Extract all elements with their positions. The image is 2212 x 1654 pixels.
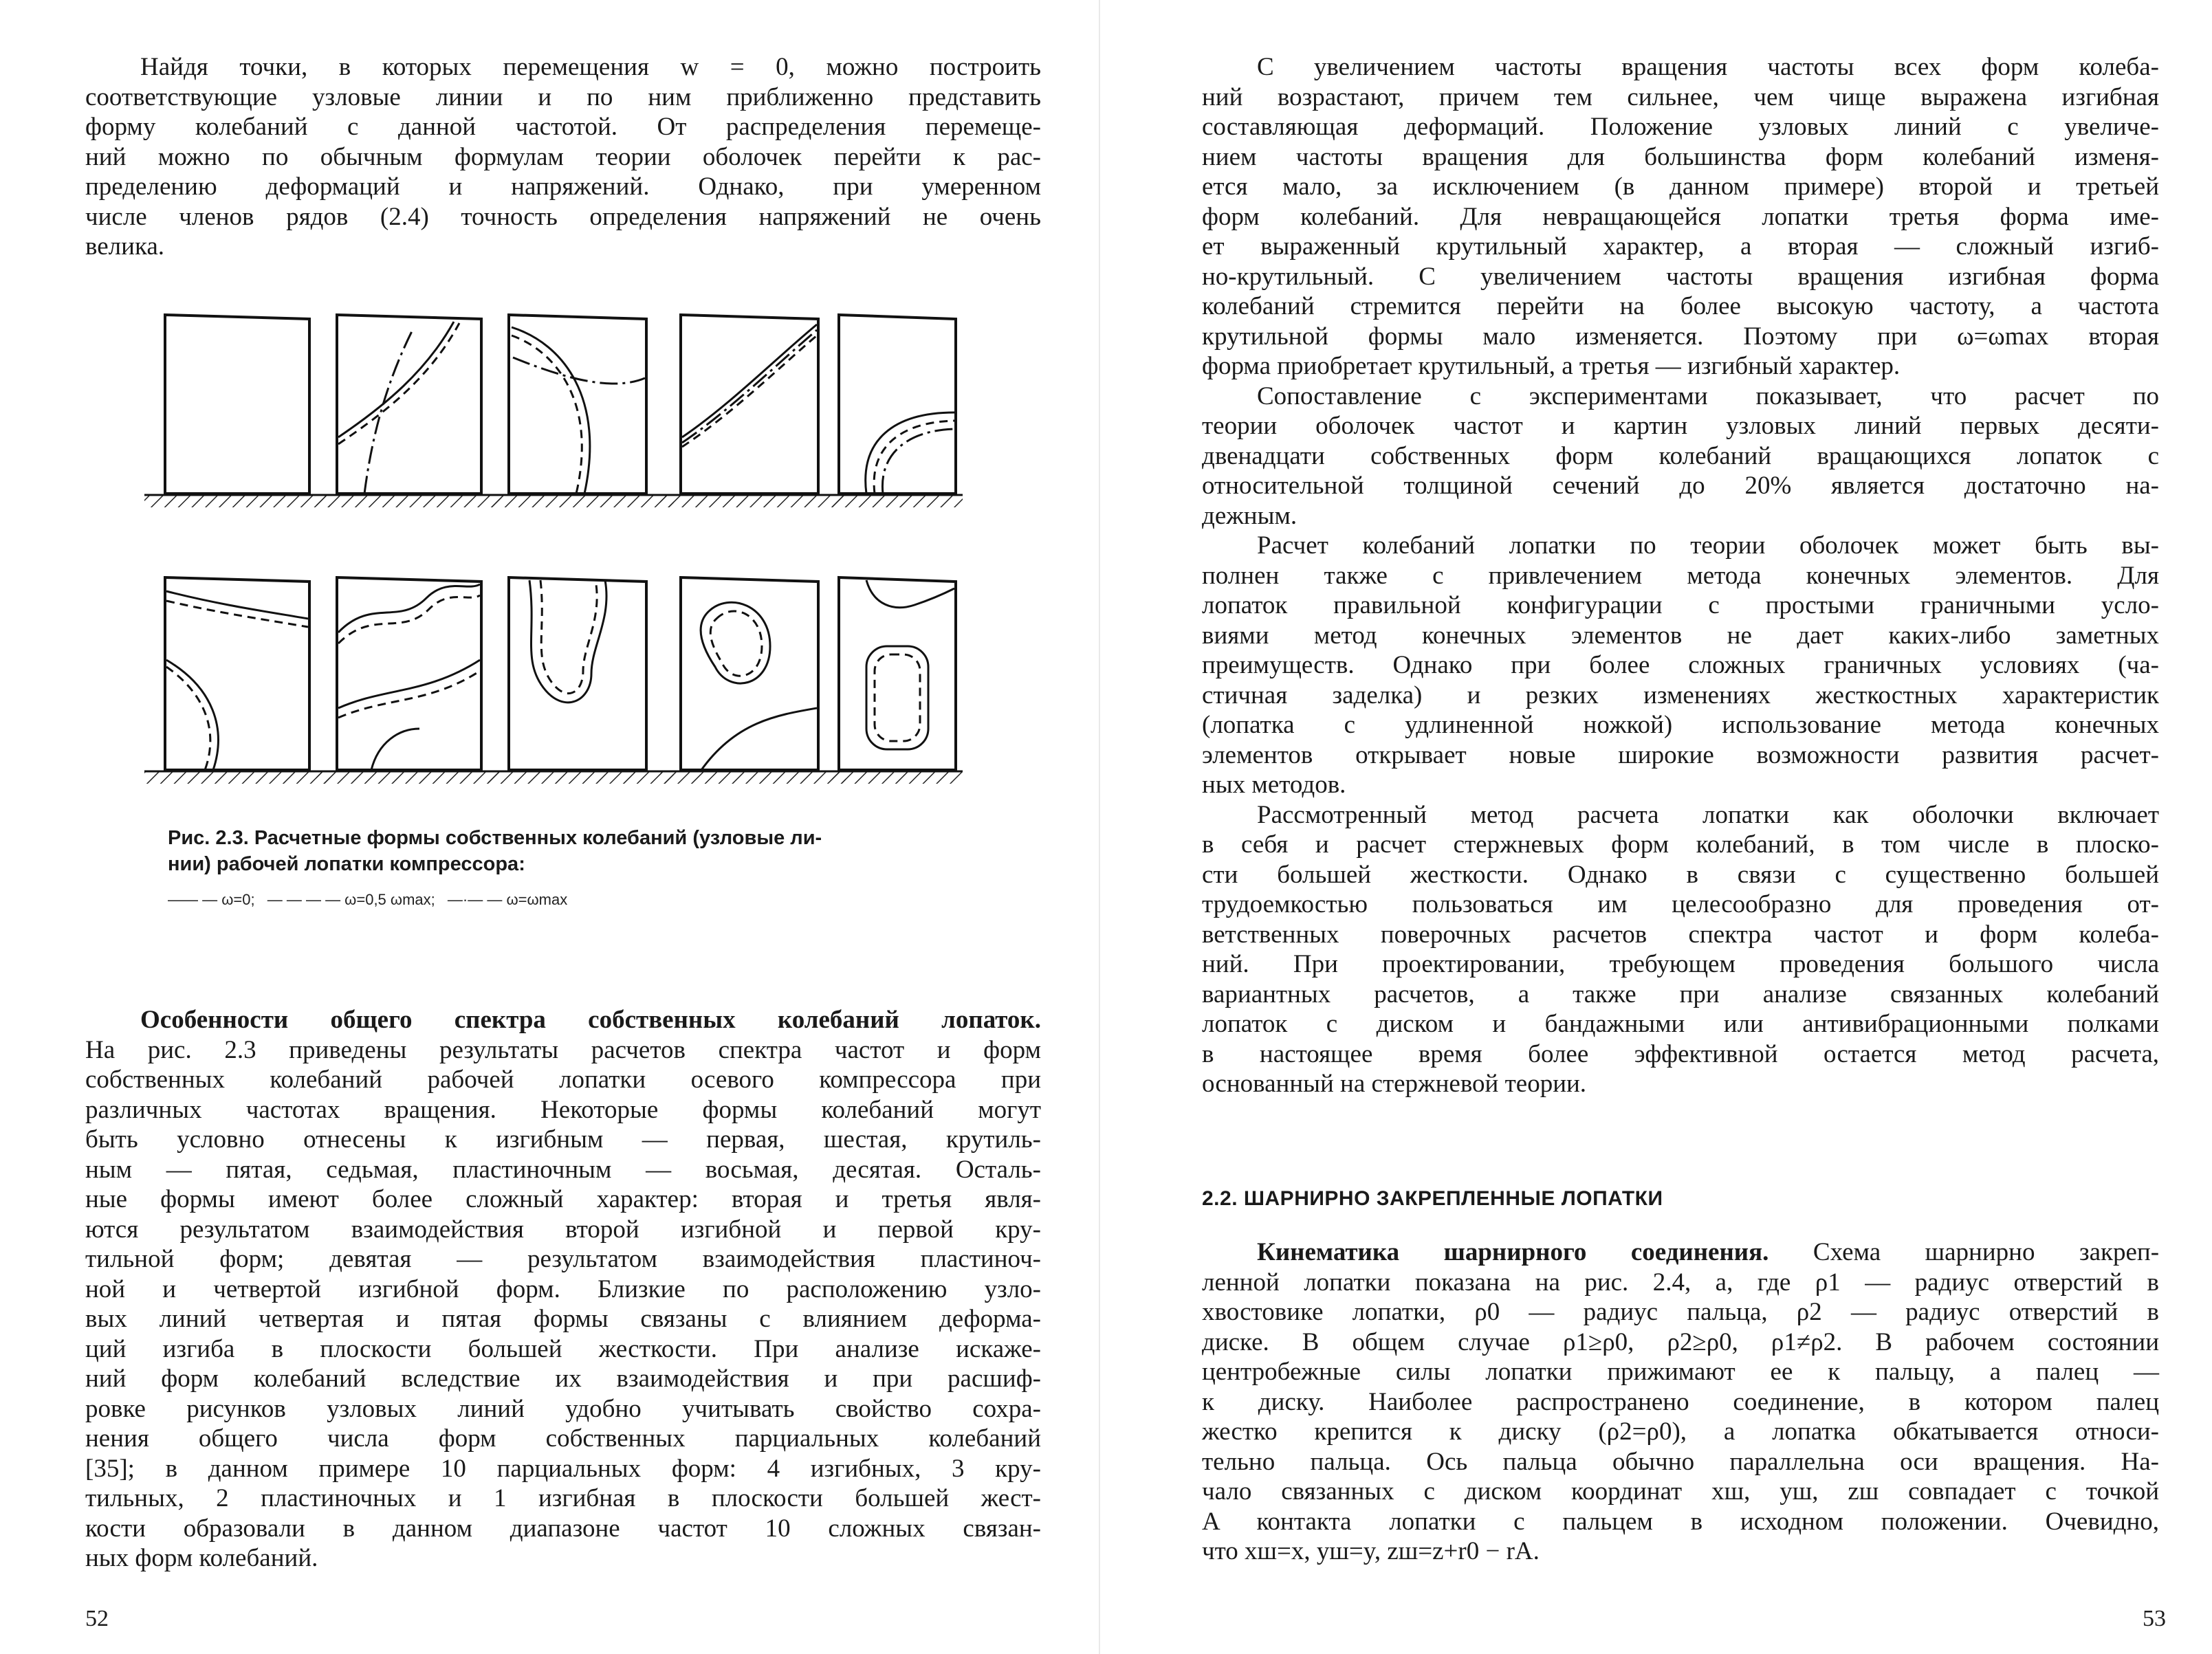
blade-mode-6 — [144, 577, 330, 784]
blade-mode-8 — [488, 577, 674, 784]
text-line: двенадцати собственных форм колебаний вращающихся лопаток с — [1202, 441, 2159, 470]
text-line: ных методов. — [1202, 771, 1346, 799]
text-line: элементов открывает новые широкие возможности развития расчет- — [1202, 740, 2159, 769]
kinematics-section — [1202, 1237, 2159, 1567]
figure-legend — [168, 891, 576, 909]
text-line: тильных, 2 пластиночных и 1 изгибная в плоскости большей жест- — [85, 1484, 1041, 1512]
text-line: нения общего числа форм собственных парциальных колебаний — [85, 1424, 1041, 1453]
text-line: центробежные силы лопатки прижимают ее к пальцу, а палец — — [1202, 1358, 2159, 1386]
legend-entry: —·— — ω=ωmax — [447, 891, 568, 908]
caption-line: Рис. 2.3. Расчетные формы собственных колебаний (узловые ли- — [168, 827, 822, 849]
text-line: вых линий четвертая и пятая формы связаны с влиянием деформа- — [85, 1305, 1041, 1333]
text-line: (лопатка с удлиненной ножкой) использование метода конечных — [1202, 711, 2159, 739]
text-line: С увеличением частоты вращения частоты всех форм колеба- — [1257, 53, 2159, 81]
intro-paragraph — [85, 52, 1041, 262]
text-line: основанный на стержневой теории. — [1202, 1070, 1587, 1098]
text-line: в себя и расчет стержневых форм колебаний, в том числе в плоско- — [1202, 830, 2159, 859]
text-line: ные формы имеют более сложный характер: вторая и третья явля- — [85, 1185, 1041, 1213]
text-line: нием частоты вращения для большинства форм колебаний изменя- — [1202, 142, 2159, 171]
text-line: На рис. 2.3 приведены результаты расчетов спектра частот и форм — [85, 1035, 1041, 1064]
text-line: колебаний стремится перейти на более высокую частоту, а частота — [1202, 292, 2159, 320]
blade-mode-3 — [488, 315, 674, 507]
text-line: тильной форм; девятая — результатом взаимодействия пластиноч- — [85, 1245, 1041, 1273]
page-number: 53 — [2143, 1606, 2166, 1631]
text-line: ний можно по обычным формулам теории оболочек перейти к рас- — [85, 142, 1041, 171]
blade-mode-10 — [832, 577, 963, 784]
text-line: лопаток правильной конфигурации с простыми граничными усло- — [1202, 591, 2159, 619]
text-line: ций изгиба в плоскости большей жесткости. При анализе искаже- — [85, 1334, 1041, 1363]
legend-entry: — — — — ω=0,5 ωmax; — [267, 891, 435, 908]
blade-mode-1 — [144, 315, 330, 507]
right-page — [1100, 0, 2212, 1654]
text-line: преимуществ. Однако при более сложных граничных условиях (ча- — [1202, 651, 2159, 679]
text-line: собственных колебаний рабочей лопатки осевого компрессора при — [85, 1066, 1041, 1094]
blade-mode-7 — [316, 577, 502, 784]
text-line: велика. — [85, 232, 165, 261]
subsection-heading: Кинематика шарнирного соединения. — [1257, 1238, 1769, 1266]
text-line: относительной толщиной сечений до 20% является достаточно на- — [1202, 472, 2159, 500]
text-line: Расчет колебаний лопатки по теории оболочек может быть вы- — [1257, 531, 2159, 560]
text-line: числе членов рядов (2.4) точность определения напряжений не очень — [85, 202, 1041, 231]
text-line: A контакта лопатки с пальцем в исходном положении. Очевидно, — [1202, 1507, 2159, 1536]
text-line: крутильной формы мало изменяется. Поэтому при ω=ωmax вторая — [1202, 322, 2159, 351]
text-line: форма приобретает крутильный, а третья — изгибный характер. — [1202, 352, 1901, 380]
text-fragment: Схема шарнирно закреп- — [1813, 1238, 2160, 1266]
section-heading: Особенности общего спектра собственных колебаний лопаток. — [140, 1006, 1041, 1034]
text-line: трудоемкостью пользоваться им целесообразно для проведения от- — [1202, 890, 2159, 918]
text-line: форму колебаний с данной частотой. От распределения перемеще- — [85, 113, 1041, 141]
text-line: форм колебаний. Для невращающейся лопатки третья форма име- — [1202, 202, 2159, 231]
figure-nodal-lines — [138, 302, 963, 797]
text-line: Рассмотренный метод расчета лопатки как оболочки включает — [1257, 800, 2159, 829]
blade-mode-5 — [832, 315, 963, 507]
left-page — [0, 0, 1100, 1654]
text-line: ных форм колебаний. — [85, 1544, 318, 1572]
text-line: Сопоставление с экспериментами показывает, что расчет по — [1257, 382, 2159, 410]
text-line: жестко крепится к диску (ρ2=ρ0), а лопатка обкатывается относи- — [1202, 1418, 2159, 1446]
text-line: ровке рисунков узловых линий удобно учитывать свойство сохра- — [85, 1394, 1041, 1423]
text-line: различных частотах вращения. Некоторые формы колебаний могут — [85, 1095, 1041, 1124]
spectrum-section — [85, 1005, 1041, 1574]
blade-mode-2 — [316, 315, 502, 507]
text-line: лопаток с диском и бандажными или антивибрационными полками — [1202, 1010, 2159, 1038]
text-line: теории оболочек частот и картин узловых линий первых десяти- — [1202, 412, 2159, 440]
text-line: стичная заделка) и резких изменениях жесткостных характеристик — [1202, 681, 2159, 709]
text-line: но-крутильный. С увеличением частоты вращения изгибная форма — [1202, 262, 2159, 291]
text-line: хвостовике лопатки, ρ0 — радиус пальца, ρ2 — радиус отверстий в — [1202, 1298, 2159, 1326]
text-line: сти большей жесткости. Однако в связи с существенно большей — [1202, 860, 2159, 889]
text-line: виями метод конечных элементов не дает каких-либо заметных — [1202, 621, 2159, 650]
text-line: ний. При проектировании, требующем проведения большого числа — [1202, 950, 2159, 978]
text-line: ний форм колебаний вследствие их взаимодействия и при расшиф- — [85, 1365, 1041, 1393]
text-line: [35]; в данном примере 10 парциальных форм: 4 изгибных, 3 кру- — [85, 1454, 1041, 1483]
text-line: ной и четвертой изгибной форм. Близкие по расположению узло- — [85, 1275, 1041, 1303]
legend-entry: —— — ω=0; — [168, 891, 255, 908]
text-line: ний возрастают, причем тем сильнее, чем чище выражена изгибная — [1202, 82, 2159, 111]
text-line: диске. В общем случае ρ1≥ρ0, ρ2≥ρ0, ρ1≠ρ2. В рабочем состоянии — [1202, 1327, 2159, 1356]
text-line: в настоящее время более эффективной остается метод расчета, — [1202, 1039, 2159, 1068]
text-line: кости образовали в данном диапазоне частот 10 сложных связан- — [85, 1514, 1041, 1543]
text-line: ленной лопатки показана на рис. 2.4, а, где ρ1 — радиус отверстий в — [1202, 1268, 2159, 1297]
rotation-effects-section — [1202, 52, 2159, 1099]
text-line: ным — пятая, седьмая, пластиночным — восьмая, десятая. Осталь- — [85, 1155, 1041, 1184]
text-line: ется мало, за исключением (в данном примере) второй и третьей — [1202, 173, 2159, 201]
caption-line: нии) рабочей лопатки компрессора: — [168, 853, 525, 875]
text-line: ветственных поверочных расчетов спектра частот и форм колеба- — [1202, 920, 2159, 949]
text-line: ются результатом взаимодействия второй изгибной и первой кру- — [85, 1215, 1041, 1244]
text-line: к диску. Наиболее распространено соединение, в котором палец — [1202, 1387, 2159, 1416]
text-line: быть условно отнесены к изгибным — первая, шестая, крутиль- — [85, 1125, 1041, 1154]
text-line: что xш=x, yш=y, zш=z+r0 − rA. — [1202, 1537, 1540, 1565]
text-line: Найдя точки, в которых перемещения w = 0, можно построить — [140, 53, 1041, 81]
page-number: 52 — [85, 1606, 109, 1631]
blade-mode-9 — [660, 577, 846, 784]
figure-caption — [168, 825, 959, 877]
blade-mode-4 — [660, 315, 846, 507]
text-line: ет выраженный крутильный характер, а вторая — сложный изгиб- — [1202, 232, 2159, 261]
text-line: составляющая деформаций. Положение узловых линий с увеличе- — [1202, 113, 2159, 141]
text-line: вариантных расчетов, а также при анализе связанных колебаний — [1202, 980, 2159, 1008]
text-line: соответствующие узловые линии и по ним приближенно представить — [85, 82, 1041, 111]
text-line: полнен также с привлечением метода конечных элементов. Для — [1202, 561, 2159, 590]
text-line — [1202, 1237, 2159, 1268]
text-line: тельно пальца. Ось пальца обычно параллельна оси вращения. На- — [1202, 1447, 2159, 1476]
section-title: 2.2. ШАРНИРНО ЗАКРЕПЛЕННЫЕ ЛОПАТКИ — [1202, 1187, 1663, 1210]
text-line: дежным. — [1202, 501, 1297, 530]
text-line: пределению деформаций и напряжений. Однако, при умеренном — [85, 173, 1041, 201]
text-line: чало связанных с диском координат xш, yш, zш совпадает с точкой — [1202, 1477, 2159, 1506]
